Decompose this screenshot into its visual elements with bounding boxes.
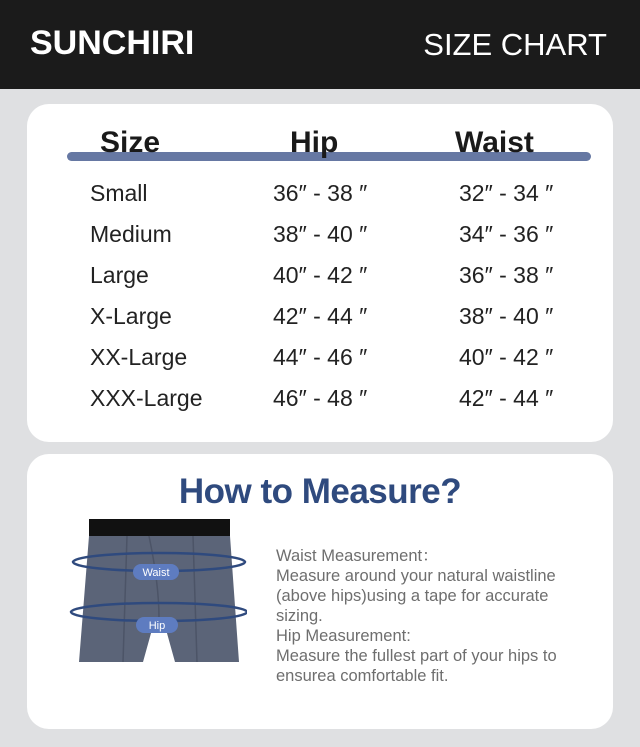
size-cell: XXX-Large xyxy=(90,385,203,411)
waist-cell: 36″ - 38 ″ xyxy=(459,262,554,288)
waist-cell: 32″ - 34 ″ xyxy=(459,180,554,206)
table-row xyxy=(27,344,613,385)
hip-cell: 36″ - 38 ″ xyxy=(273,180,368,206)
boxer-briefs-illustration xyxy=(67,514,247,669)
column-header-waist: Waist xyxy=(455,126,534,159)
measure-title: How to Measure? xyxy=(178,472,462,511)
hip-cell: 44″ - 46 ″ xyxy=(273,344,368,370)
instruction-line: (above hips)using a tape for accurate xyxy=(276,587,549,605)
hip-cell: 40″ - 42 ″ xyxy=(273,262,368,288)
size-cell: Small xyxy=(90,180,148,206)
waistband xyxy=(89,519,230,536)
waist-cell: 40″ - 42 ″ xyxy=(459,344,554,370)
waist-cell: 38″ - 40 ″ xyxy=(459,303,554,329)
size-table-body xyxy=(27,180,613,426)
table-row xyxy=(27,180,613,221)
measure-instructions xyxy=(276,546,596,686)
brand-logo: SUNCHIRI xyxy=(30,24,195,62)
page-title: SIZE CHART xyxy=(423,27,607,62)
instruction-line: sizing. xyxy=(276,607,323,625)
waist-cell: 34″ - 36 ″ xyxy=(459,221,554,247)
table-row xyxy=(27,303,613,344)
instruction-line: ensurea comfortable fit. xyxy=(276,667,449,685)
instruction-line: Measure the fullest part of your hips to xyxy=(276,647,557,665)
table-row xyxy=(27,262,613,303)
hip-tag-label: Hip xyxy=(148,620,166,632)
hip-cell: 46″ - 48 ″ xyxy=(273,385,368,411)
size-cell: XX-Large xyxy=(90,344,188,370)
table-row xyxy=(27,221,613,262)
instruction-line: Measure around your natural waistline xyxy=(276,567,556,585)
hip-cell: 42″ - 44 ″ xyxy=(273,303,368,329)
column-header-hip: Hip xyxy=(290,126,339,159)
waist-tag-label: Waist xyxy=(142,567,170,579)
how-to-measure-card xyxy=(27,454,613,729)
size-cell: Large xyxy=(90,262,149,288)
size-cell: Medium xyxy=(90,221,172,247)
table-row xyxy=(27,385,613,426)
size-cell: X-Large xyxy=(90,303,172,329)
instruction-line: Waist Measurement： xyxy=(276,547,439,565)
column-header-size: Size xyxy=(100,126,161,159)
instruction-line: Hip Measurement: xyxy=(276,627,411,645)
header-bar xyxy=(0,0,640,89)
waist-cell: 42″ - 44 ″ xyxy=(459,385,554,411)
size-table-card xyxy=(27,104,613,442)
hip-cell: 38″ - 40 ″ xyxy=(273,221,368,247)
